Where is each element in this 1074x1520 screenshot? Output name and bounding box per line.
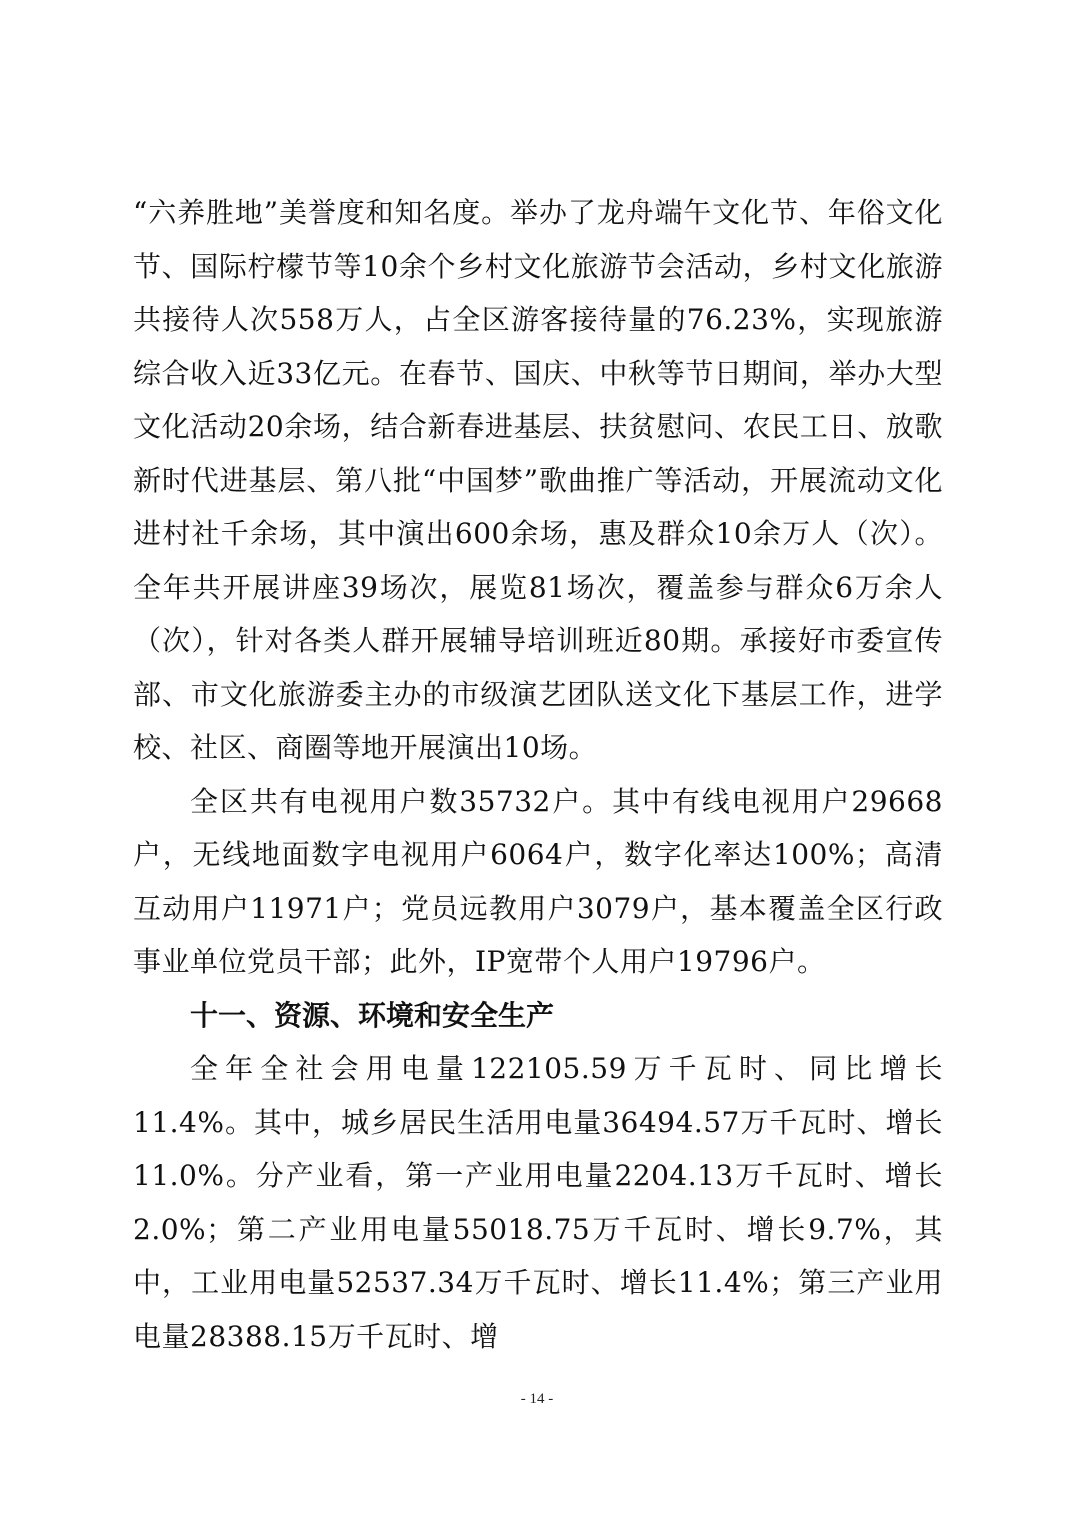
page-number: - 14 - [520,1391,554,1407]
paragraph-electricity: 全年全社会用电量122105.59万千瓦时、同比增长11.4%。其中，城乡居民生活用电量36494.57万千瓦时、增长11.0%。分产业看，第一产业用电量2204.13万千瓦时、增长2.0%；第二产业用电量55018.75万千瓦时、增长9.7%，其中，工业用电量52537.34万千瓦时、增长11.4%；第三产业用电量28388.15万千瓦时、增 [133,1052,943,1353]
section-heading: 十一、资源、环境和安全生产 [190,998,555,1032]
paragraph-culture-tourism: “六养胜地”美誉度和知名度。举办了龙舟端午文化节、年俗文化节、国际柠檬节等10余个乡村文化旅游节会活动，乡村文化旅游共接待人次558万人，占全区游客接待量的76.23%，实现旅游综合收入近33亿元。在春节、国庆、中秋等节日期间，举办大型文化活动20余场，结合新春进基层、扶贫慰问、农民工日、放歌新时代进基层、第八批“中国梦”歌曲推广等活动，开展流动文化进村社千余场，其中演出600余场，惠及群众10余万人（次）。全年共开展讲座39场次，展览81场次，覆盖参与群众6万余人（次），针对各类人群开展辅导培训班近80期。承接好市委宣传部、市文化旅游委主办的市级演艺团队送文化下基层工作，进学校、社区、商圈等地开展演出10场。 [133,196,943,764]
body-text [133,186,943,1363]
paragraph-television-users: 全区共有电视用户数35732户。其中有线电视用户29668户，无线地面数字电视用户6064户，数字化率达100%；高清互动用户11971户；党员远教用户3079户，基本覆盖全区行政事业单位党员干部；此外，IP宽带个人用户19796户。 [133,784,943,978]
